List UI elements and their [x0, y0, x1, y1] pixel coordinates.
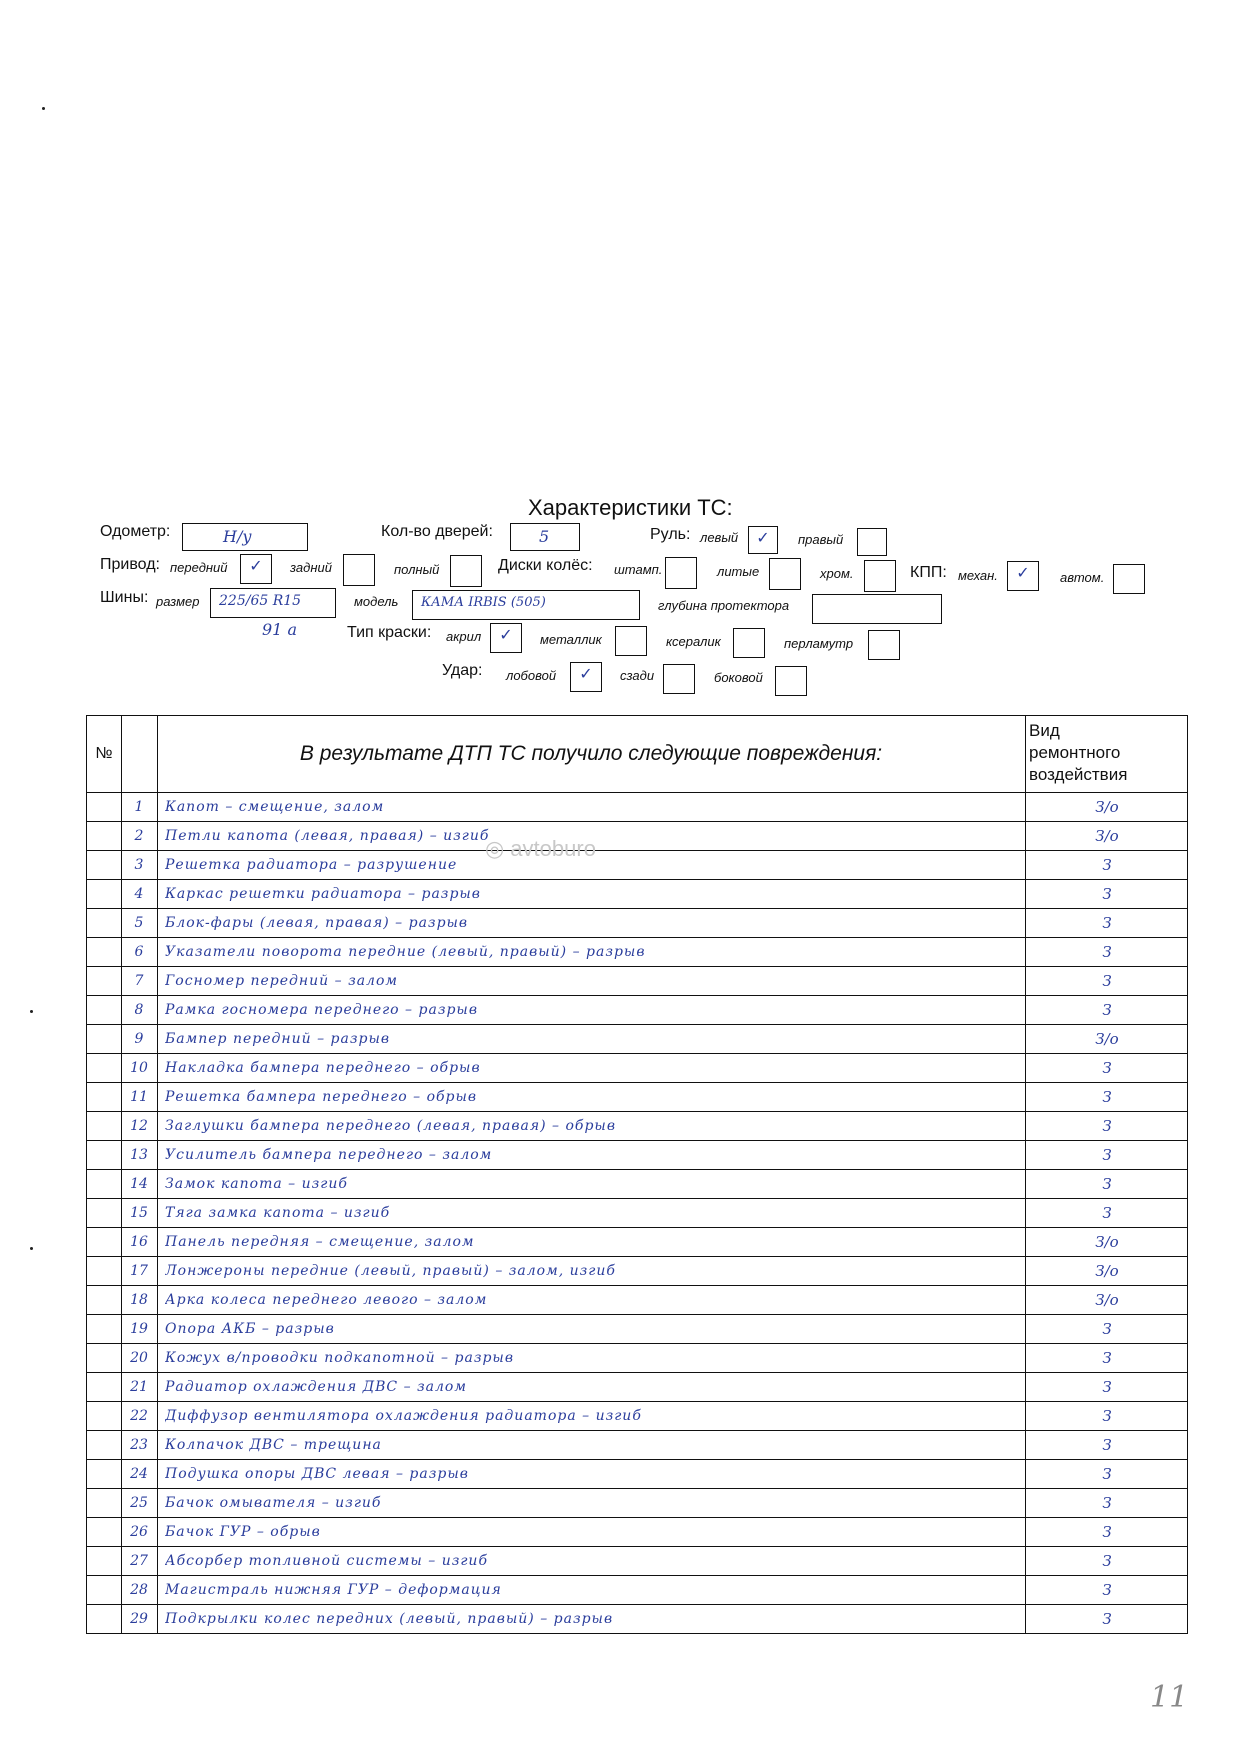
row-repair-type: З: [1025, 909, 1188, 937]
table-row: [87, 822, 1187, 851]
row-damage-description: Бачок омывателя – изгиб: [165, 1495, 382, 1511]
tires-size-field[interactable]: [210, 588, 336, 618]
row-blank-cell: [87, 851, 122, 879]
steering-left-checkbox[interactable]: ✓: [748, 526, 778, 554]
row-number: 18: [121, 1286, 158, 1314]
page-title: Характеристики ТС:: [528, 495, 733, 520]
doors-field[interactable]: [510, 523, 580, 551]
row-repair-type: З: [1025, 938, 1188, 966]
drive-front-checkbox[interactable]: ✓: [240, 554, 272, 584]
table-row: [87, 1141, 1187, 1170]
row-number: 14: [121, 1170, 158, 1198]
row-repair-type: З: [1025, 1489, 1188, 1517]
watermark-logo: ◎ avtoburo: [485, 836, 596, 861]
wheels-stamp-checkbox[interactable]: [665, 557, 697, 589]
row-damage-description: Усилитель бампера переднего – залом: [165, 1147, 493, 1163]
steering-label: Руль:: [650, 526, 691, 543]
wheels-chrome-checkbox[interactable]: [864, 560, 896, 592]
row-number: 2: [121, 822, 158, 850]
row-repair-type: З: [1025, 1518, 1188, 1546]
paint-xyrallic-checkbox[interactable]: [733, 628, 765, 658]
row-repair-type: З: [1025, 880, 1188, 908]
tires-size-label: размер: [156, 594, 200, 609]
gearbox-manual-label: механ.: [958, 568, 998, 583]
doors-value: 5: [539, 527, 550, 546]
row-blank-cell: [87, 996, 122, 1024]
paint-pearl-checkbox[interactable]: [868, 630, 900, 660]
gearbox-auto-label: автом.: [1060, 570, 1105, 585]
table-header: [87, 716, 1187, 793]
row-blank-cell: [87, 1460, 122, 1488]
row-repair-type: З: [1025, 1054, 1188, 1082]
row-damage-description: Замок капота – изгиб: [165, 1176, 348, 1192]
paint-acrylic-label: акрил: [446, 629, 482, 644]
row-repair-type: З: [1025, 1170, 1188, 1198]
row-number: 19: [121, 1315, 158, 1343]
row-blank-cell: [87, 1518, 122, 1546]
row-blank-cell: [87, 1170, 122, 1198]
drive-label: Привод:: [100, 556, 160, 573]
row-blank-cell: [87, 938, 122, 966]
row-blank-cell: [87, 1576, 122, 1604]
drive-front-label: передний: [170, 560, 228, 575]
table-row: [87, 880, 1187, 909]
table-row: [87, 1344, 1187, 1373]
row-repair-type: З: [1025, 1315, 1188, 1343]
row-blank-cell: [87, 1489, 122, 1517]
row-damage-description: Диффузор вентилятора охлаждения радиатора – изгиб: [165, 1408, 642, 1424]
row-repair-type: З: [1025, 1605, 1188, 1633]
table-row: [87, 1083, 1187, 1112]
row-repair-type: З: [1025, 1576, 1188, 1604]
row-damage-description: Абсорбер топливной системы – изгиб: [165, 1553, 488, 1569]
row-repair-type: З: [1025, 1344, 1188, 1372]
gearbox-label: КПП:: [910, 564, 947, 581]
wheels-cast-label: литые: [717, 564, 760, 579]
gearbox-auto-checkbox[interactable]: [1113, 564, 1145, 594]
row-repair-type: З: [1025, 1547, 1188, 1575]
table-row: [87, 1054, 1187, 1083]
row-blank-cell: [87, 1286, 122, 1314]
table-row: [87, 1576, 1187, 1605]
doors-label: Кол-во дверей:: [381, 523, 493, 540]
row-damage-description: Подкрылки колес передних (левый, правый) – разрыв: [165, 1611, 614, 1627]
row-repair-type: З: [1025, 1402, 1188, 1430]
row-damage-description: Капот – смещение, залом: [165, 799, 385, 815]
row-repair-type: З: [1025, 1431, 1188, 1459]
row-blank-cell: [87, 1054, 122, 1082]
row-damage-description: Панель передняя – смещение, залом: [165, 1234, 475, 1250]
table-row: [87, 1228, 1187, 1257]
row-damage-description: Тяга замка капота – изгиб: [165, 1205, 391, 1221]
row-repair-type: З/о: [1025, 1228, 1188, 1256]
odometer-field[interactable]: [182, 523, 308, 551]
row-repair-type: З: [1025, 967, 1188, 995]
row-number: 13: [121, 1141, 158, 1169]
row-damage-description: Госномер передний – залом: [165, 973, 399, 989]
drive-rear-label: задний: [290, 560, 332, 575]
row-damage-description: Кожух в/проводки подкапотной – разрыв: [165, 1350, 514, 1366]
table-row: [87, 1315, 1187, 1344]
table-row: [87, 1025, 1187, 1054]
row-blank-cell: [87, 1431, 122, 1459]
row-number: 20: [121, 1344, 158, 1372]
row-repair-type: З: [1025, 1112, 1188, 1140]
header-num: №: [87, 716, 122, 792]
row-damage-description: Рамка госномера переднего – разрыв: [165, 1002, 478, 1018]
damage-table: [86, 715, 1188, 1634]
row-blank-cell: [87, 1605, 122, 1633]
row-number: 21: [121, 1373, 158, 1401]
header-description: В результате ДТП ТС получило следующие повреждения:: [157, 716, 1026, 792]
row-repair-type: З: [1025, 851, 1188, 879]
tires-model-label: модель: [354, 594, 399, 609]
table-row: [87, 1286, 1187, 1315]
row-number: 12: [121, 1112, 158, 1140]
row-damage-description: Заглушки бампера переднего (левая, правая) – обрыв: [165, 1118, 616, 1134]
table-row: [87, 1373, 1187, 1402]
header-repair-line3: воздействия: [1029, 765, 1128, 784]
row-blank-cell: [87, 1025, 122, 1053]
header-repair-line2: ремонтного: [1029, 743, 1121, 762]
gearbox-manual-checkbox[interactable]: ✓: [1007, 561, 1039, 591]
header-repair-type: [1025, 716, 1187, 792]
tires-size-value: 225/65 R15: [219, 593, 302, 609]
scan-speck: [30, 1010, 33, 1013]
paint-xyrallic-label: ксералик: [666, 634, 721, 649]
impact-side-label: боковой: [714, 670, 763, 685]
table-row: [87, 1547, 1187, 1576]
row-damage-description: Арка колеса переднего левого – залом: [165, 1292, 488, 1308]
row-repair-type: З/о: [1025, 1025, 1188, 1053]
steering-left-label: левый: [700, 530, 739, 545]
wheels-cast-checkbox[interactable]: [769, 558, 801, 590]
row-number: 22: [121, 1402, 158, 1430]
row-number: 27: [121, 1547, 158, 1575]
row-damage-description: Магистраль нижняя ГУР – деформация: [165, 1582, 502, 1598]
row-blank-cell: [87, 909, 122, 937]
table-row: [87, 909, 1187, 938]
row-damage-description: Опора АКБ – разрыв: [165, 1321, 335, 1337]
drive-full-checkbox[interactable]: [450, 555, 482, 587]
steering-right-checkbox[interactable]: [857, 528, 887, 556]
row-blank-cell: [87, 1112, 122, 1140]
drive-full-label: полный: [394, 562, 440, 577]
table-row: [87, 1199, 1187, 1228]
row-blank-cell: [87, 967, 122, 995]
impact-side-checkbox[interactable]: [775, 666, 807, 696]
table-row: [87, 1605, 1187, 1633]
header-repair-line1: Вид: [1029, 721, 1060, 740]
tires-model-value: КАМА IRBIS (505): [421, 595, 546, 610]
table-row: [87, 967, 1187, 996]
row-repair-type: З: [1025, 1373, 1188, 1401]
row-damage-description: Каркас решетки радиатора – разрыв: [165, 886, 481, 902]
row-repair-type: З/о: [1025, 1257, 1188, 1285]
paint-metallic-checkbox[interactable]: [615, 626, 647, 656]
row-repair-type: З/о: [1025, 822, 1188, 850]
table-row: [87, 1112, 1187, 1141]
scan-speck: [30, 1247, 33, 1250]
table-row: [87, 1489, 1187, 1518]
impact-label: Удар:: [442, 662, 483, 679]
row-number: 17: [121, 1257, 158, 1285]
row-blank-cell: [87, 1083, 122, 1111]
row-number: 24: [121, 1460, 158, 1488]
row-blank-cell: [87, 1402, 122, 1430]
table-row: [87, 996, 1187, 1025]
row-repair-type: З: [1025, 1199, 1188, 1227]
paint-pearl-label: перламутр: [784, 636, 854, 651]
row-blank-cell: [87, 1257, 122, 1285]
row-repair-type: З: [1025, 1141, 1188, 1169]
row-number: 28: [121, 1576, 158, 1604]
row-damage-description: Указатели поворота передние (левый, правый) – разрыв: [165, 944, 646, 960]
row-damage-description: Подушка опоры ДВС левая – разрыв: [165, 1466, 469, 1482]
row-repair-type: З/о: [1025, 793, 1188, 821]
impact-rear-label: сзади: [620, 668, 655, 683]
row-blank-cell: [87, 822, 122, 850]
row-number: 6: [121, 938, 158, 966]
table-row: [87, 793, 1187, 822]
row-repair-type: З: [1025, 996, 1188, 1024]
row-damage-description: Решетка бампера переднего – обрыв: [165, 1089, 478, 1105]
page-number: 11: [1150, 1680, 1189, 1715]
wheels-label: Диски колёс:: [498, 557, 593, 574]
impact-rear-checkbox[interactable]: [663, 664, 695, 694]
table-row: [87, 1460, 1187, 1489]
row-number: 3: [121, 851, 158, 879]
row-blank-cell: [87, 1141, 122, 1169]
row-damage-description: Петли капота (левая, правая) – изгиб: [165, 828, 490, 844]
row-blank-cell: [87, 880, 122, 908]
row-number: 9: [121, 1025, 158, 1053]
impact-front-checkbox[interactable]: ✓: [570, 662, 602, 692]
row-number: 1: [121, 793, 158, 821]
paint-label: Тип краски:: [347, 624, 432, 641]
row-damage-description: Блок-фары (левая, правая) – разрыв: [165, 915, 469, 931]
row-damage-description: Бачок ГУР – обрыв: [165, 1524, 321, 1540]
row-number: 11: [121, 1083, 158, 1111]
table-row: [87, 1431, 1187, 1460]
odometer-value: Н/у: [223, 527, 252, 546]
tires-depth-field[interactable]: [812, 594, 942, 624]
row-repair-type: З: [1025, 1083, 1188, 1111]
impact-front-label: лобовой: [506, 668, 557, 683]
paint-acrylic-checkbox[interactable]: ✓: [490, 623, 522, 653]
table-row: [87, 1402, 1187, 1431]
row-damage-description: Бампер передний – разрыв: [165, 1031, 390, 1047]
row-number: 8: [121, 996, 158, 1024]
tires-label: Шины:: [100, 589, 149, 606]
row-number: 29: [121, 1605, 158, 1633]
row-blank-cell: [87, 1547, 122, 1575]
row-blank-cell: [87, 1373, 122, 1401]
odometer-label: Одометр:: [100, 523, 171, 540]
wheels-chrome-label: хром.: [820, 566, 854, 581]
row-number: 26: [121, 1518, 158, 1546]
steering-right-label: правый: [798, 532, 844, 547]
table-row: [87, 938, 1187, 967]
row-number: 23: [121, 1431, 158, 1459]
row-number: 4: [121, 880, 158, 908]
row-repair-type: З: [1025, 1460, 1188, 1488]
paint-metallic-label: металлик: [540, 632, 602, 647]
row-repair-type: З/о: [1025, 1286, 1188, 1314]
table-body: [87, 793, 1187, 1633]
row-blank-cell: [87, 1228, 122, 1256]
row-number: 16: [121, 1228, 158, 1256]
row-blank-cell: [87, 1344, 122, 1372]
row-damage-description: Колпачок ДВС – трещина: [165, 1437, 382, 1453]
table-row: [87, 1518, 1187, 1547]
table-row: [87, 851, 1187, 880]
row-number: 10: [121, 1054, 158, 1082]
row-blank-cell: [87, 793, 122, 821]
row-damage-description: Радиатор охлаждения ДВС – залом: [165, 1379, 467, 1395]
row-damage-description: Лонжероны передние (левый, правый) – залом, изгиб: [165, 1263, 616, 1279]
wheels-stamp-label: штамп.: [614, 562, 663, 577]
row-number: 7: [121, 967, 158, 995]
row-blank-cell: [87, 1315, 122, 1343]
row-number: 15: [121, 1199, 158, 1227]
drive-rear-checkbox[interactable]: [343, 554, 375, 586]
header-blank: [121, 716, 158, 792]
table-row: [87, 1170, 1187, 1199]
tires-model-field[interactable]: [412, 590, 640, 620]
scan-speck: [42, 107, 45, 110]
tires-size-extra: 91 а: [262, 620, 297, 639]
row-blank-cell: [87, 1199, 122, 1227]
tires-depth-label: глубина протектора: [658, 598, 790, 613]
table-row: [87, 1257, 1187, 1286]
row-damage-description: Решетка радиатора – разрушение: [165, 857, 458, 873]
row-number: 5: [121, 909, 158, 937]
row-number: 25: [121, 1489, 158, 1517]
row-damage-description: Накладка бампера переднего – обрыв: [165, 1060, 481, 1076]
